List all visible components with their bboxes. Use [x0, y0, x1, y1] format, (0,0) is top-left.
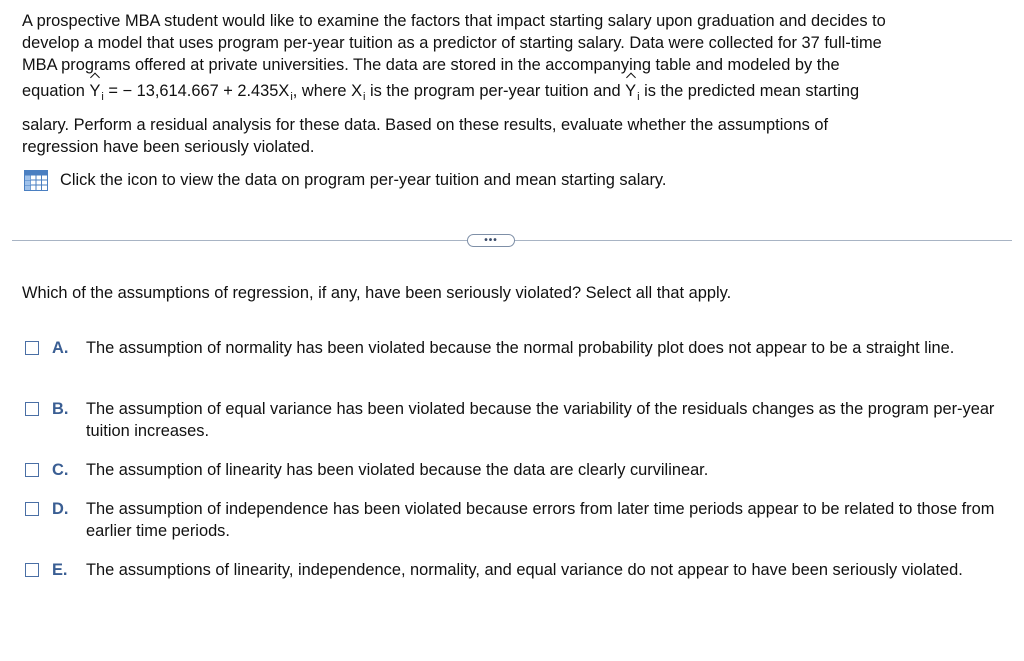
equation-mid: is the program per-year tuition and [365, 82, 626, 100]
question-prompt: Which of the assumptions of regression, if any, have been seriously violated? Select all that apply. [22, 284, 732, 302]
option-e-letter: E. [52, 561, 68, 579]
subscript-i: i [637, 91, 640, 103]
equation-tail: is the predicted mean starting [639, 82, 860, 100]
problem-line-3: MBA programs offered at private universities. The data are stored in the accompanying table and modeled by the [22, 56, 840, 74]
expand-more-button[interactable] [467, 234, 515, 247]
regression-equation [22, 80, 1012, 108]
option-c-letter: C. [52, 461, 69, 479]
equation-rhs: = − 13,614.667 + 2.435X [103, 82, 290, 100]
option-c-checkbox[interactable] [25, 463, 39, 477]
y-hat-symbol: Y [89, 82, 101, 100]
view-data-link[interactable] [24, 170, 666, 191]
problem-statement [22, 10, 1012, 158]
ellipsis-icon: ••• [484, 234, 498, 246]
y-hat-symbol: Y [625, 82, 637, 100]
option-b-checkbox[interactable] [25, 402, 39, 416]
option-a-checkbox[interactable] [25, 341, 39, 355]
option-e[interactable] [25, 559, 1001, 581]
option-a-text[interactable]: The assumption of normality has been violated because the normal probability plot does not appear to be a straight line. [86, 339, 955, 357]
problem-line-6: regression have been seriously violated. [22, 138, 315, 156]
subscript-i: i [290, 91, 293, 103]
equation-where: , where X [292, 82, 363, 100]
equation-lead: equation [22, 82, 90, 100]
option-e-text[interactable]: The assumptions of linearity, independence, normality, and equal variance do not appear to have been seriously violated. [86, 561, 963, 579]
option-a[interactable] [25, 337, 1001, 359]
option-c[interactable] [25, 459, 1001, 481]
problem-line-1: A prospective MBA student would like to examine the factors that impact starting salary upon graduation and decides to [22, 12, 886, 30]
option-e-checkbox[interactable] [25, 563, 39, 577]
option-a-letter: A. [52, 339, 69, 357]
table-grid-icon[interactable] [24, 170, 48, 191]
view-data-label[interactable]: Click the icon to view the data on program per-year tuition and mean starting salary. [60, 171, 667, 189]
problem-line-2: develop a model that uses program per-year tuition as a predictor of starting salary. Data were collected for 37 full-time [22, 34, 882, 52]
option-d-checkbox[interactable] [25, 502, 39, 516]
option-b-text[interactable]: The assumption of equal variance has been violated because the variability of the residuals changes as the program per-year tuition increases. [86, 400, 995, 440]
option-b-letter: B. [52, 400, 69, 418]
problem-line-5: salary. Perform a residual analysis for these data. Based on these results, evaluate whether the assumptions of [22, 116, 828, 134]
option-b[interactable] [25, 398, 1001, 442]
option-d[interactable] [25, 498, 1001, 542]
option-d-letter: D. [52, 500, 69, 518]
subscript-i: i [363, 91, 366, 103]
subscript-i: i [101, 91, 104, 103]
option-c-text[interactable]: The assumption of linearity has been violated because the data are clearly curvilinear. [86, 461, 709, 479]
option-d-text[interactable]: The assumption of independence has been violated because errors from later time periods appear to be related to those from earlier time periods. [86, 500, 995, 540]
